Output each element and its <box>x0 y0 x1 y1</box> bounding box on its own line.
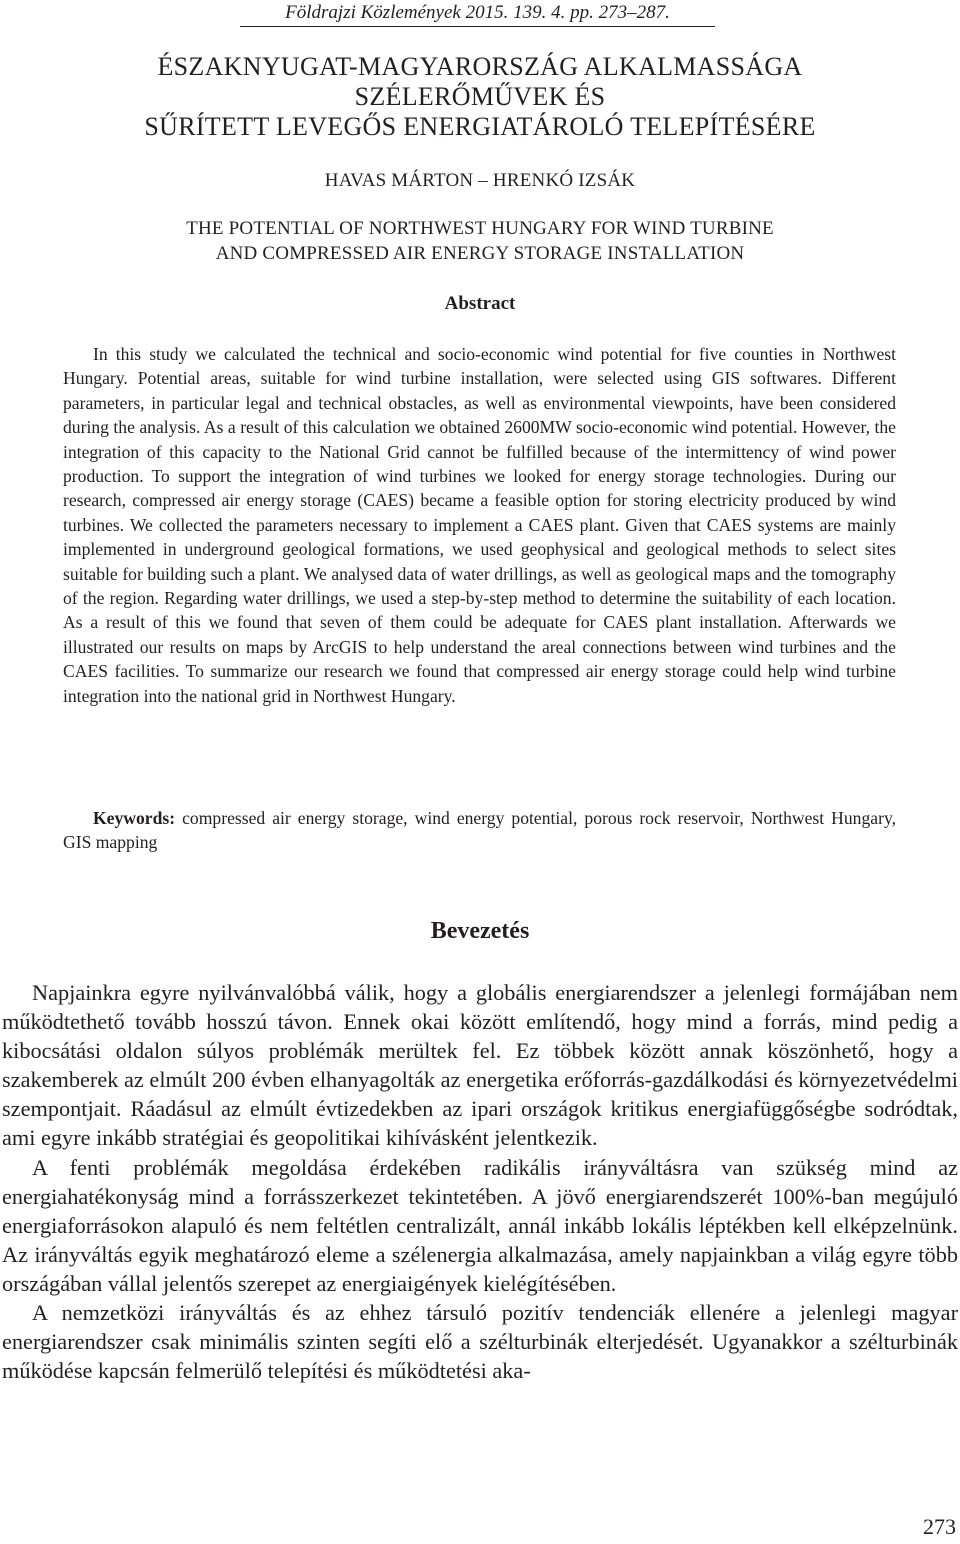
keywords-text: compressed air energy storage, wind energy potential, porous rock reservoir, Northwest Hungary, GIS mapping <box>63 808 896 853</box>
page-number: 273 <box>923 1514 956 1539</box>
english-title-line-2: AND COMPRESSED AIR ENERGY STORAGE INSTALLATION <box>215 243 745 264</box>
abstract-heading: Abstract <box>444 293 516 314</box>
title-line-1: ÉSZAKNYUGAT-MAGYARORSZÁG ALKALMASSÁGA <box>157 52 803 81</box>
body-paragraph-2: A fenti problémák megoldása érdekében radikális irányváltásra van szükség mind az energiahatékonyság mind a forrásszerkezet tekintetében. A jövő energiarendszerét 100%-ban megújuló energiaforrásokon alapuló és nem feltétlen centralizált, annál inkább lokális léptékben kell elképzelnünk. Az irányváltás egyik meghatározó eleme a szélenergia alkalmazása, amely napjainkban a világ egyre több országában vállal jelentős szerepet az energiaigények kielégítésében. <box>2 1154 958 1296</box>
title-line-3: SŰRÍTETT LEVEGŐS ENERGIATÁROLÓ TELEPÍTÉSÉRE <box>144 112 816 141</box>
journal-citation-header: Földrajzi Közlemények 2015. 139. 4. pp. 273–287. <box>240 0 715 27</box>
keywords <box>63 806 896 855</box>
keywords-label: Keywords: <box>93 808 176 828</box>
english-title-line-1: THE POTENTIAL OF NORTHWEST HUNGARY FOR WIND TURBINE <box>186 218 774 239</box>
body-text <box>2 978 958 1385</box>
title-line-2: SZÉLERŐMŰVEK ÉS <box>354 82 606 111</box>
abstract-text: In this study we calculated the technical and socio-economic wind potential for five counties in Northwest Hungary. Potential areas, suitable for wind turbine installation, were selected using GIS softwares. Different parameters, in particular legal and technical obstacles, as well as environmental viewpoints, have been considered during the analysis. As a result of this calculation we obtained 2600MW socio-economic wind potential. However, the integration of this capacity to the National Grid cannot be fulfilled because of the intermittency of wind power production. To support the integration of wind turbines we looked for energy storage technologies. During our research, compressed air energy storage (CAES) became a feasible option for storing electricity produced by wind turbines. We collected the parameters necessary to implement a CAES plant. Given that CAES systems are mainly implemented in underground geological formations, we used geophysical and geological methods to select sites suitable for building such a plant. We analysed data of water drillings, as well as geological maps and the tomography of the region. Regarding water drillings, we used a step-by-step method to determine the suitability of each location. As a result of this we found that seven of them could be adequate for CAES plant installation. Afterwards we illustrated our results on maps by ArcGIS to help understand the areal connections between wind turbines and the CAES facilities. To summarize our research we found that compressed air energy storage could help wind turbine integration into the national grid in Northwest Hungary. <box>63 344 896 706</box>
section-heading: Bevezetés <box>430 918 530 944</box>
authors: HAVAS MÁRTON – HRENKÓ IZSÁK <box>324 170 636 191</box>
body-paragraph-1: Napjainkra egyre nyilvánvalóbbá válik, hogy a globális energiarendszer a jelenlegi formájában nem működtethető tovább hosszú távon. Ennek okai között említendő, hogy mind a forrás, mind pedig a kibocsátási oldalon súlyos problémák merültek fel. Ez többek között annak köszönhető, hogy a szakemberek az elmúlt 200 évben elhanyagolták az energetika erőforrás-gazdálkodási és környezetvédelmi szempontjait. Ráadásul az elmúlt évtizedekben az ipari országok kritikus energiafüggőségbe sodródtak, ami egyre inkább stratégiai és geopolitikai kihívásként jelentkezik. <box>2 980 958 1151</box>
body-paragraph-3: A nemzetközi irányváltás és az ehhez társuló pozitív tendenciák ellenére a jelenlegi magyar energiarendszer csak minimális szinten segíti elő a szélturbinák elterjedését. Ugyanakkor a szélturbinák működése kapcsán felmerülő telepítési és működtetési aka- <box>2 1300 958 1384</box>
